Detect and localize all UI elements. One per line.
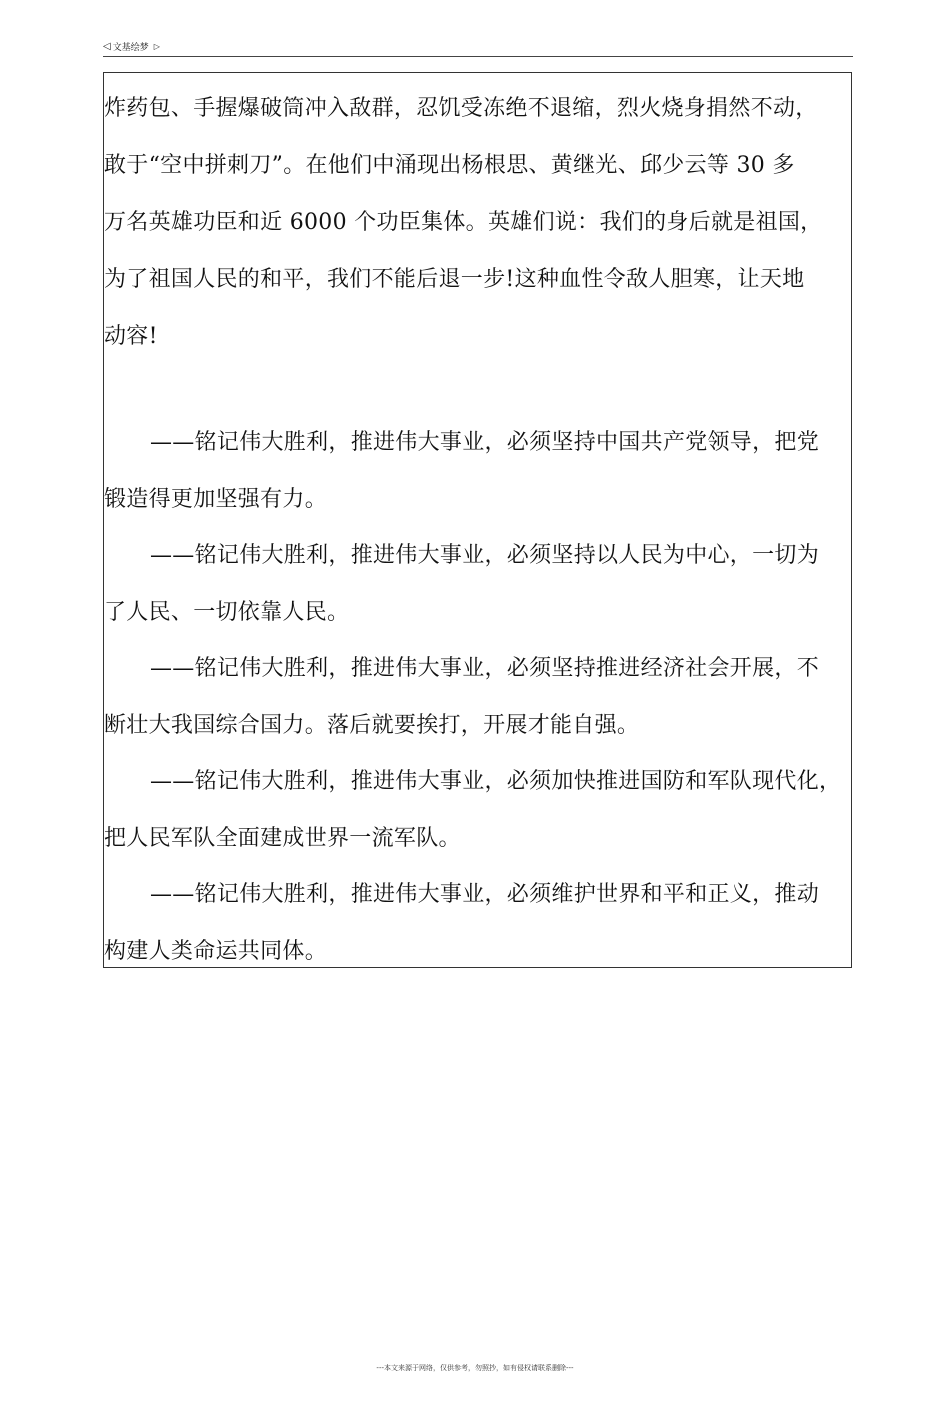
text-line: ——铭记伟大胜利，推进伟大事业，必须坚持中国共产党领导，把党 (150, 430, 820, 455)
text-line: 动容! (104, 324, 158, 349)
text-line: ——铭记伟大胜利，推进伟大事业，必须坚持以人民为中心，一切为 (150, 543, 820, 568)
principle-paragraph (104, 414, 864, 528)
text-line: 为了祖国人民的和平，我们不能后退一步!这种血性令敌人胆寒，让天地 (104, 267, 805, 292)
header-divider (103, 56, 853, 57)
principle-paragraph (104, 866, 864, 980)
text-line: 锻造得更加坚强有力。 (104, 487, 328, 512)
text-line: 炸药包、手握爆破筒冲入敌群，忍饥受冻绝不退缩，烈火烧身捐然不动， (104, 96, 818, 121)
page-header (103, 40, 160, 53)
intro-paragraph (104, 80, 864, 365)
principle-paragraph (104, 527, 864, 641)
triangle-right-icon: ▷ (153, 42, 160, 51)
text-line: ——铭记伟大胜利，推进伟大事业，必须坚持推进经济社会开展，不 (150, 656, 820, 681)
text-line: 把人民军队全面建成世界一流军队。 (104, 826, 461, 851)
text-line: 万名英雄功臣和近 6000 个功臣集体。英雄们说：我们的身后就是祖国， (104, 210, 823, 235)
text-line: 敢于“空中拼刺刀”。在他们中涌现出杨根思、黄继光、邱少云等 30 多 (104, 153, 795, 178)
triangle-left-icon: ◁ (103, 41, 111, 52)
text-line: 构建人类命运共同体。 (104, 939, 328, 964)
text-line: ——铭记伟大胜利，推进伟大事业，必须维护世界和平和正义，推动 (150, 882, 820, 907)
text-line: ——铭记伟大胜利，推进伟大事业，必须加快推进国防和军队现代化， (150, 769, 842, 794)
text-line: 了人民、一切依靠人民。 (104, 600, 350, 625)
text-line: 断壮大我国综合国力。落后就要挨打，开展才能自强。 (104, 713, 640, 738)
page-footer: ---本文来源于网络，仅供参考，勿照抄，如有侵权请联系删除--- (376, 1364, 574, 1372)
header-title: 文基绘梦 (112, 43, 149, 53)
principle-paragraph (104, 753, 864, 867)
principle-paragraph (104, 640, 864, 754)
